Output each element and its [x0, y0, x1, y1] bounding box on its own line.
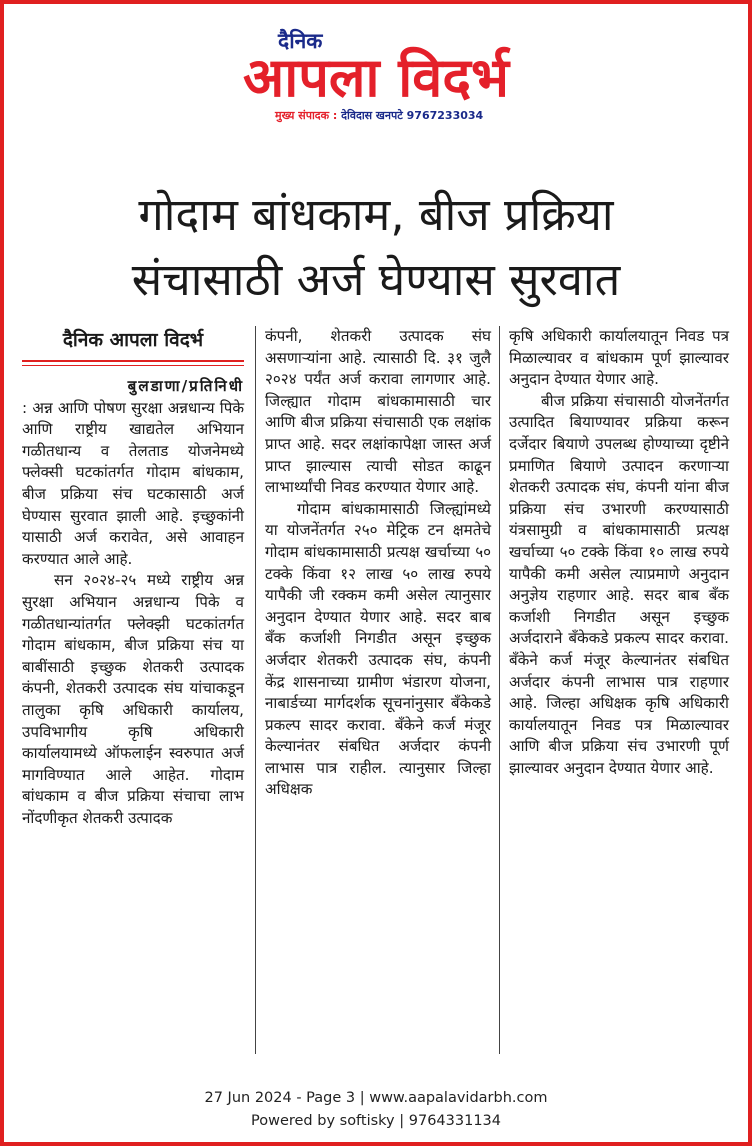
article-column-2: [265, 326, 491, 801]
masthead: [4, 30, 748, 123]
headline-line-1: गोदाम बांधकाम, बीज प्रक्रिया: [138, 188, 614, 241]
editor-name: देविदास खनपटे 9767233034: [341, 109, 484, 122]
page-footer: [4, 1087, 748, 1133]
masthead-small-title: दैनिक: [278, 29, 323, 53]
paragraph: : अन्न आणि पोषण सुरक्षा अन्नधान्य पिके आणि राष्ट्रीय खाद्यतेल अभियान गळीतधान्य व तेलताड योजनेमध्ये फ्लेक्सी घटकांतर्गत गोदाम बांधकाम, बीज प्रक्रिया संच घटकासाठी अर्ज घेण्यास सुरवात झाली आहे. इच्छुकांनी यासाठी अर्ज करावेत, असे आवाहन करण्यात आले आहे.: [22, 398, 244, 568]
masthead-logo-title: आपला विदर्भ: [243, 46, 509, 109]
column-divider-1: [255, 326, 256, 1054]
masthead-editor-line: [275, 108, 509, 123]
byline-rule: [22, 360, 244, 366]
article-column-3: [509, 326, 729, 779]
footer-powered-by: Powered by softisky | 9764331134: [250, 1113, 501, 1129]
paragraph: गोदाम बांधकामासाठी जिल्ह्यांमध्ये या योजनेंतर्गत २५० मेट्रिक टन क्षमतेचे गोदाम बांधकामासाठी प्रत्यक्ष खर्चाच्या ५० टक्के किंवा १२ लाख ५० लाख रुपये यापैकी जी रक्कम कमी असेल त्यानुसार अनुदान देण्यात येणार आहे. सदर बाब बँक कर्जाशी निगडीत असून इच्छुक अर्जदार शेतकरी उत्पादक संघ, कंपनी केंद्र शासनाच्या ग्रामीण भंडारण योजना, नाबार्डच्या मार्गदर्शक सूचनांनुसार बँकेकडे प्रकल्प सादर करावा. बँकेने कर्ज मंजूर केल्यानंतर संबधित अर्जदार कंपनी लाभास पात्र राहील. त्यानुसार जिल्हा अधिक्षक: [265, 499, 491, 799]
column-divider-2: [499, 326, 500, 1054]
headline-line-2: संचासाठी अर्ज घेण्यास सुरवात: [131, 253, 621, 306]
paragraph: बीज प्रक्रिया संचासाठी योजनेंतर्गत उत्पादित बियाण्यावर प्रक्रिया करून दर्जेदार बियाणे उपलब्ध होण्याच्या दृष्टीने प्रमाणित बियाणे उत्पादन करणाऱ्या शेतकरी उत्पादक संघ, कंपनी यांना बीज प्रक्रिया संच उभारणी करण्यासाठी यंत्रसामुग्री व बांधकामासाठी प्रत्यक्ष खर्चाच्या ५० टक्के किंवा १० लाख रुपये यापैकी कमी असेल त्याप्रमाणे अनुदान अनुज्ञेय राहणार आहे. सदर बाब बँक कर्जाशी निगडीत असून इच्छुक अर्जदाराने बँकेकडे प्रकल्प सादर करावा. बँकेने कर्ज मंजूर केल्यानंतर संबधित अर्जदार कंपनी लाभास पात्र राहणार आहे. जिल्हा अधिक्षक कृषि अधिकारी कार्यालयातून निवड पत्र मिळाल्यावर आणि बीज प्रक्रिया संच उभारणी पूर्ण झाल्यावर अनुदान देण्यात येणार आहे.: [509, 391, 729, 777]
headline: [4, 182, 748, 312]
editor-label: मुख्य संपादक :: [275, 109, 338, 122]
paragraph: सन २०२४-२५ मध्ये राष्ट्रीय अन्न सुरक्षा अभियान अन्नधान्य पिके व गळीतधान्यांतर्गत फ्लेक्झी घटकांतर्गत गोदाम बांधकाम, बीज प्रक्रिया संच या बाबींसाठी इच्छुक शेतकरी उत्पादक कंपनी, शेतकरी उत्पादक संघ यांचाकडून तालुका कृषि अधिकारी कार्यालय, उपविभागीय कृषि अधिकारी कार्यालयामध्ये ऑफलाईन स्वरुपात अर्ज मागविण्यात आले आहेत. गोदाम बांधकाम व बीज प्रक्रिया संचाचा लाभ नोंदणीकृत शेतकरी उत्पादक: [22, 571, 244, 827]
byline-title: दैनिक आपला विदर्भ: [62, 329, 204, 351]
footer-date-site: 27 Jun 2024 - Page 3 | www.aapalavidarbh.com: [204, 1090, 548, 1106]
paragraph: कृषि अधिकारी कार्यालयातून निवड पत्र मिळाल्यावर व बांधकाम पूर्ण झाल्यावर अनुदान देण्यात येणार आहे.: [509, 327, 729, 389]
article-column-1: [22, 322, 244, 829]
paragraph: कंपनी, शेतकरी उत्पादक संघ असणाऱ्यांना आहे. त्यासाठी दि. ३१ जुलै २०२४ पर्यंत अर्ज करावा लागणार आहे. जिल्ह्यात गोदाम बांधकामासाठी चार आणि बीज प्रक्रिया संचासाठी एक लक्षांक प्राप्त आहे. सदर लक्षांकापेक्षा जास्त अर्ज प्राप्त झाल्यास त्याची सोडत काढून लाभार्थ्यांची निवड करण्यात येणार आहे.: [265, 327, 491, 497]
dateline: बुलडाणा/प्रतिनिधी: [127, 377, 244, 395]
